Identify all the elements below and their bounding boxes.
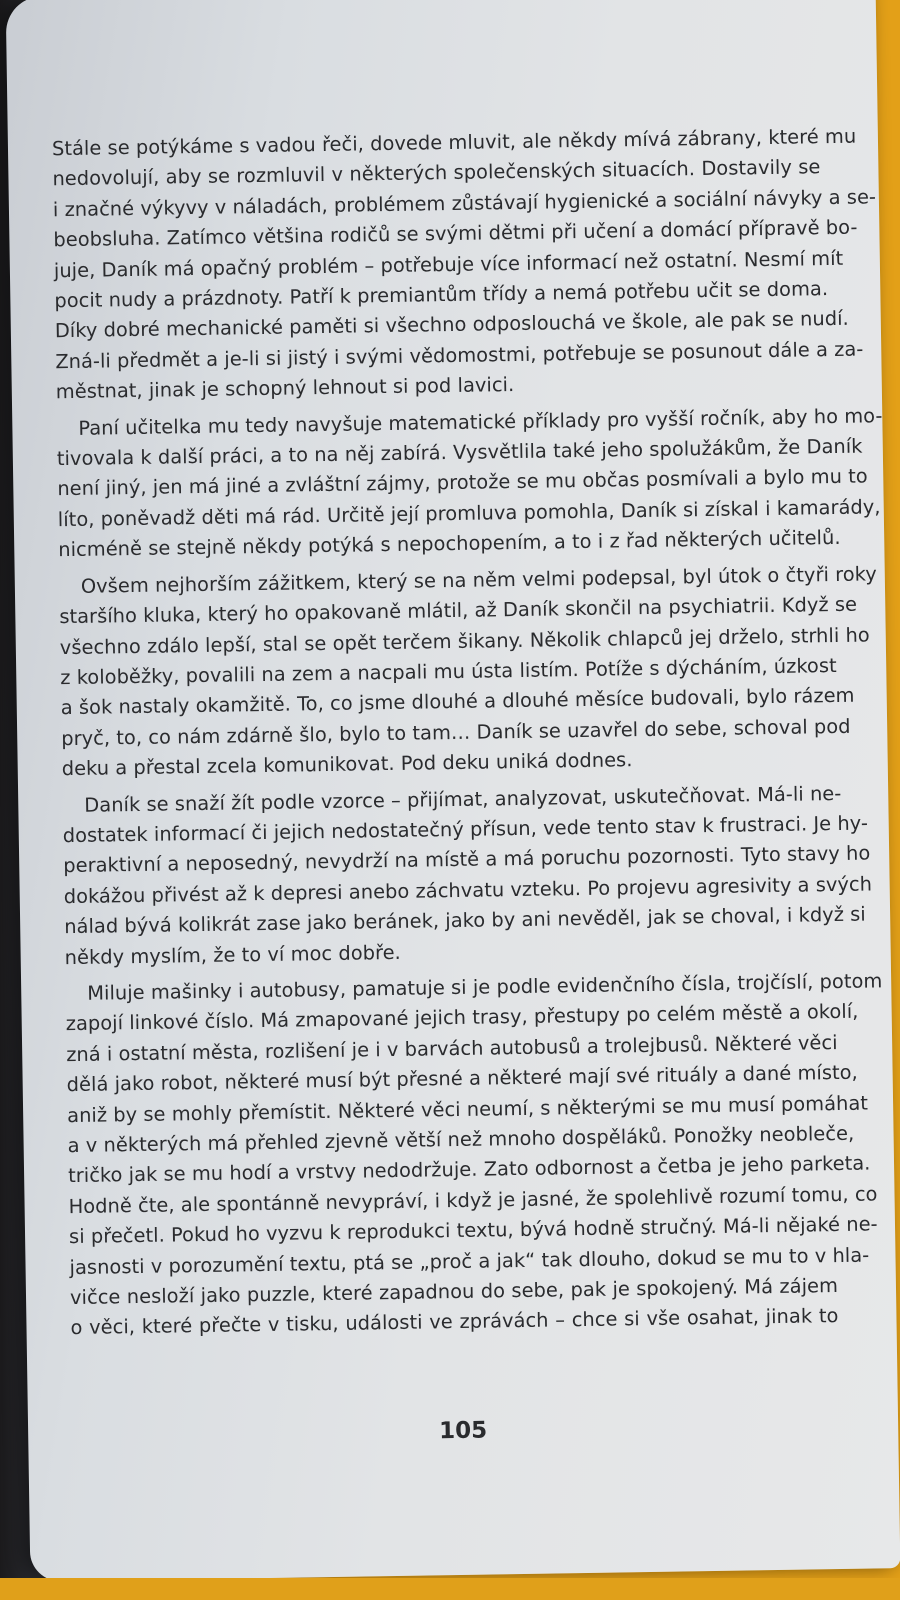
text-line: o věci, které přečte v tisku, události ve zprávách – chce si vše osahat, jinak to [70,1304,839,1340]
text-line: aniž by se mohly přemístit. Některé věci neumí, s některými se mu musí pomáhat [66,1091,869,1127]
text-line: pryč, to, co nám zdárně šlo, bylo to tam… Daník se uzavřel do sebe, schoval pod [61,714,851,750]
table-surface [0,1578,900,1600]
text-line: líto, poněvadž děti má rád. Určitě její promluva pomohla, Daník si získal i kamarády, [57,495,881,532]
text-line: nicméně se stejně někdy potýká s nepochopením, a to i z řad některých učitelů. [58,526,841,562]
paragraph [56,402,883,566]
paragraph [65,967,883,1344]
text-line: a šok nastaly okamžitě. To, co jsme dlouhé a dlouhé měsíce budovali, bylo rázem [60,683,855,720]
text-line: peraktivní a neposedný, nevydrží na místě a má poruchu pozornosti. Tyto stavy ho [63,841,871,878]
text-line: deku a přestal zcela komunikovat. Pod deku uniká dodnes. [61,748,633,781]
text-line: beobsluha. Zatímco většina rodičů se svými dětmi při učení a domácí přípravě bo- [53,215,858,252]
text-line: Miluje mašinky i autobusy, pamatuje si je podle evidenčního čísla, trojčíslí, potom [87,969,883,1005]
text-line: a v některých má přehled zjevně větší než mnoho dospěláků. Ponožky neobleče, [67,1121,855,1158]
text-line: juje, Daník má opačný problém – potřebuje více informací než ostatní. Nesmí mít [53,246,844,282]
body-text [51,122,883,1350]
page-number: 105 [438,1417,488,1445]
text-line: dokážou přivést až k depresi anebo záchvatu vzteku. Po projevu agresivity a svých [63,872,873,908]
text-line: zapojí linkové číslo. Má zmapované jejich trasy, přestupy po celém městě a okolí, [65,1000,859,1036]
text-line: Daník se snaží žít podle vzorce – přijímat, analyzovat, uskutečňovat. Má-li ne- [84,781,842,817]
text-line: vičce nesloží jako puzzle, které zapadnou do sebe, pak je spokojený. Má zájem [69,1274,839,1310]
text-line: někdy myslím, že to ví moc dobře. [64,940,401,969]
text-line: Ovšem nejhorším zážitkem, který se na něm velmi podepsal, byl útok o čtyři roky [80,562,877,598]
text-line: Stále se potýkáme s vadou řeči, dovede mluvit, ale někdy mívá zábrany, které mu [51,124,857,161]
text-line: Zná-li předmět a je-li si jistý i svými vědomostmi, potřebuje se posunout dále a za- [55,337,864,374]
text-line: pocit nudy a prázdnoty. Patří k premiantům třídy a nemá potřebu učit se doma. [54,277,829,313]
text-line: z koloběžky, povalili na zem a nacpali mu ústa listím. Potíže s dýcháním, úzkost [60,653,837,690]
text-line: Díky dobré mechanické paměti si všechno odposlouchá ve škole, ale pak se nudí. [54,307,849,343]
paragraph [51,122,877,408]
text-line: zná i ostatní města, rozlišení je i v barvách autobusů a trolejbusů. Některé věci [66,1030,838,1066]
text-line: není jiný, jen má jiné a zvláštní zájmy, protože se mu občas posmívali a bylo mu to [57,464,868,501]
paragraph [59,560,877,785]
text-line: staršího kluka, který ho opakovaně mlátil, až Daník skončil na psychiatrii. Když se [59,592,858,629]
text-line: Paní učitelka mu tedy navyšuje matematické příklady pro vyšší ročník, aby ho mo- [78,403,883,440]
paragraph [62,779,873,973]
text-line: tričko jak se mu hodí a vrstvy nedodržuje. Zato odbornost a četba je jeho parketa. [67,1151,871,1188]
text-line: i značné výkyvy v náladách, problémem zůstávají hygienické a sociální návyky a se- [52,185,877,222]
text-line: tivovala k další práci, a to na něj zabírá. Vysvětlila také jeho spolužákům, že Daník [56,434,863,471]
text-line: nálad bývá kolikrát zase jako beránek, jako by ani nevěděl, jak se choval, i když si [64,902,866,939]
text-line: nedovolují, aby se rozmluvil v některých společenských situacích. Dostavily se [52,155,821,191]
text-line: jasnosti v porozumění textu, ptá se „proč a jak“ tak dlouho, dokud se mu to v hla- [69,1243,870,1279]
text-line: všechno zdálo lepší, stal se opět terčem šikany. Několik chlapců jej drželo, strhli ho [59,622,870,659]
text-line: dělá jako robot, některé musí být přesné a některé mají své rituály a dané místo, [66,1060,858,1097]
book-page [6,0,900,1582]
text-line: dostatek informací či jejich nedostatečný přísun, vede tento stav k frustraci. Je hy- [62,811,869,848]
text-line: městnat, jinak je schopný lehnout si pod lavici. [55,373,515,404]
text-line: Hodně čte, ale spontánně nevypráví, i když je jasné, že spolehlivě rozumí tomu, co [68,1182,878,1218]
text-line: si přečetl. Pokud ho vyzvu k reprodukci textu, bývá hodně stručný. Má-li nějaké ne- [68,1212,878,1249]
